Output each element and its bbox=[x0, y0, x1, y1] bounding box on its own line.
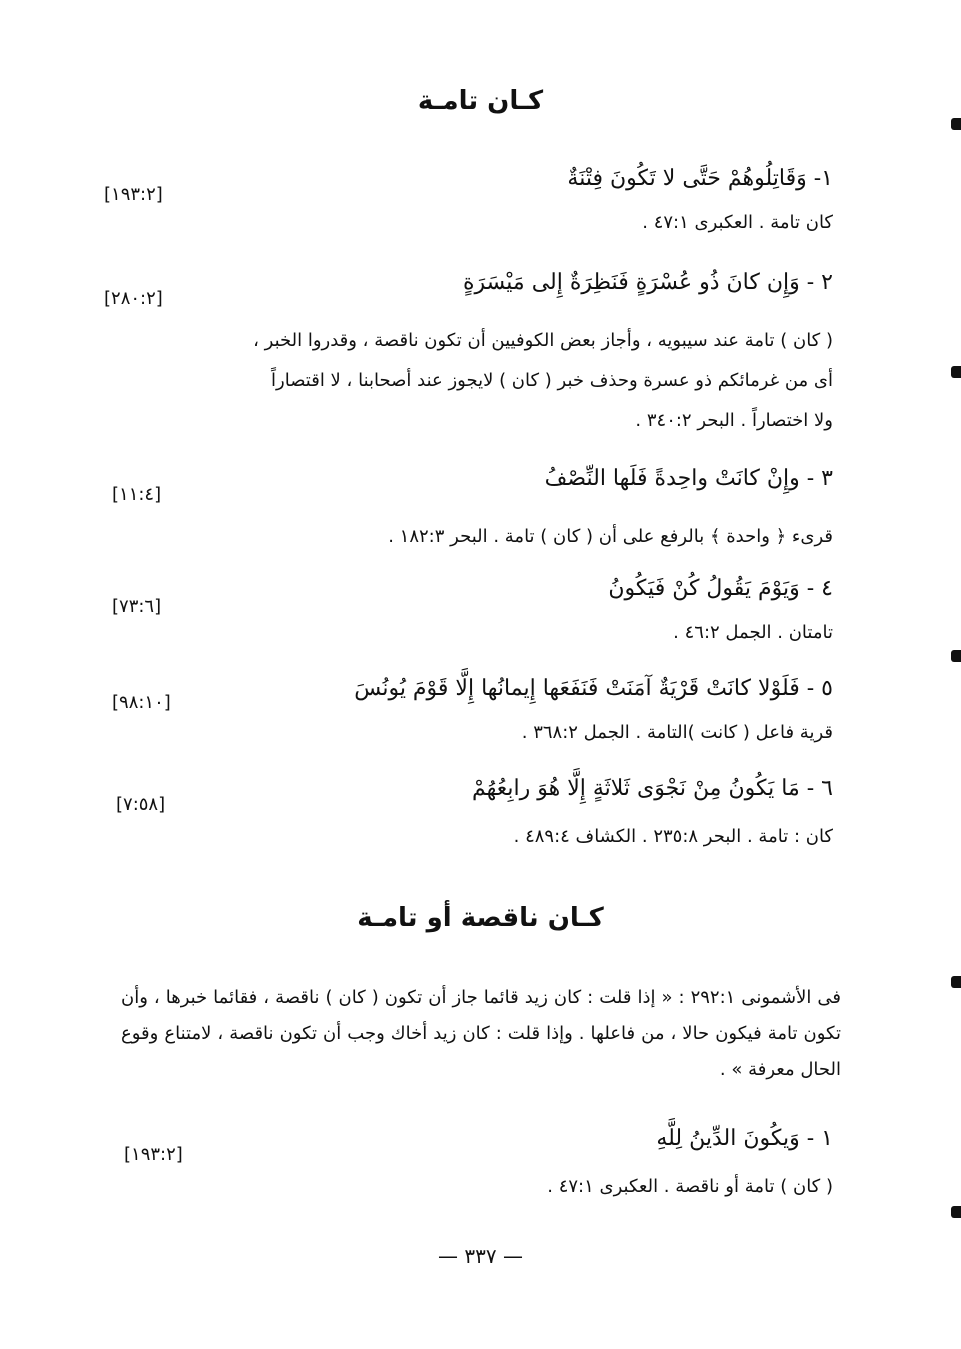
verse-reference-6: [٧:٥٨] bbox=[116, 794, 166, 815]
verse-note-2-line-2: أى من غرمائكم ذو عسرة وحذف خبر ( كان ) لايجوز عند أصحابنا ، لا اقتصاراً bbox=[271, 370, 833, 391]
verse-note-2-line-3: ولا اختصاراً . البحر ٣٤٠:٢ . bbox=[635, 410, 833, 431]
section-title-kana-naqisa-aw-tamma: كـان ناقصة أو تامـة bbox=[357, 903, 604, 933]
verse-reference-5: [٩٨:١٠] bbox=[112, 692, 171, 713]
section-title-kana-tamma: كـان تامـة bbox=[417, 86, 544, 116]
verse-note-1: كان تامة . العكبرى ٤٧:١ . bbox=[642, 212, 833, 233]
page-number: — ٣٣٧ — bbox=[438, 1244, 523, 1268]
verse-reference-1: [١٩٣:٢] bbox=[104, 184, 163, 205]
verse-note-4: تامتان . الجمل ٤٦:٢ . bbox=[673, 622, 833, 643]
quran-verse-4: ٤ - وَيَوْمَ يَقُولُ كُنْ فَيَكُونُ bbox=[608, 576, 833, 601]
verse-note-5: قرية فاعل ( كانت )التامة . الجمل ٣٦٨:٢ . bbox=[521, 722, 833, 743]
verse-note-3: قرىء ﴿ واحدة ﴾ بالرفع على أن ( كان ) تامة . البحر ١٨٢:٣ . bbox=[388, 526, 833, 547]
quran-verse-section2-1: ١ - وَيكُونَ الدِّينُ لِلَّهِ bbox=[656, 1126, 833, 1151]
scan-edge-mark bbox=[951, 1206, 961, 1218]
verse-reference-2: [٢٨٠:٢] bbox=[104, 288, 163, 309]
scan-edge-mark bbox=[951, 650, 961, 662]
verse-reference-4: [٧٣:٦] bbox=[112, 596, 162, 617]
scan-edge-mark bbox=[951, 366, 961, 378]
scan-edge-mark bbox=[951, 976, 961, 988]
verse-note-section2-1: ( كان ) تامة أو ناقصة . العكبرى ٤٧:١ . bbox=[547, 1176, 833, 1197]
quran-verse-5: ٥ - فَلَوْلا كانَتْ قَرْيَةٌ آمَنَتْ فَنَفَعَها إِيمانُها إِلَّا قَوْمَ يُونُسَ bbox=[354, 676, 833, 701]
verse-note-6: كان : تامة . البحر ٢٣٥:٨ . الكشاف ٤٨٩:٤ . bbox=[513, 826, 833, 847]
quran-verse-2: ٢ - وَإِن كانَ ذُو عُسْرَةٍ فَنَظِرَةٌ إِلى مَيْسَرَةٍ bbox=[462, 270, 833, 295]
quran-verse-1: ١- وَقَاتِلُوهُمْ حَتَّى لا تَكُونَ فِتْنَةٌ bbox=[567, 166, 833, 191]
verse-reference-section2-1: [١٩٣:٢] bbox=[124, 1144, 183, 1165]
verse-reference-3: [١١:٤] bbox=[112, 484, 162, 505]
verse-note-2-line-1: ( كان ) تامة عند سيبويه ، وأجاز بعض الكوفيين أن تكون ناقصة ، وقدروا الخبر ، bbox=[253, 330, 833, 351]
scan-edge-mark bbox=[951, 118, 961, 130]
quran-verse-3: ٣ - وإِنْ كانَتْ واحِدةً فَلَها النِّصْفُ bbox=[544, 466, 833, 491]
quran-verse-6: ٦ - مَا يَكُونُ مِنْ نَجْوَى ثَلاثَةٍ إِلَّا هُوَ رابِعُهُمْ bbox=[472, 776, 833, 801]
ashmouni-quote-paragraph: فى الأشمونى ٢٩٢:١ : « إذا قلت : كان زيد قائما جاز أن تكون ( كان ) ناقصة ، فقائما خبرها ، وأن تكون تامة فيكون حالا ، من فاعلها . وإذا قلت : كان زيد أخاك وجب أن تكون ناقصة ، لامتناع وقوع الحال معرفة » . bbox=[121, 987, 841, 1080]
